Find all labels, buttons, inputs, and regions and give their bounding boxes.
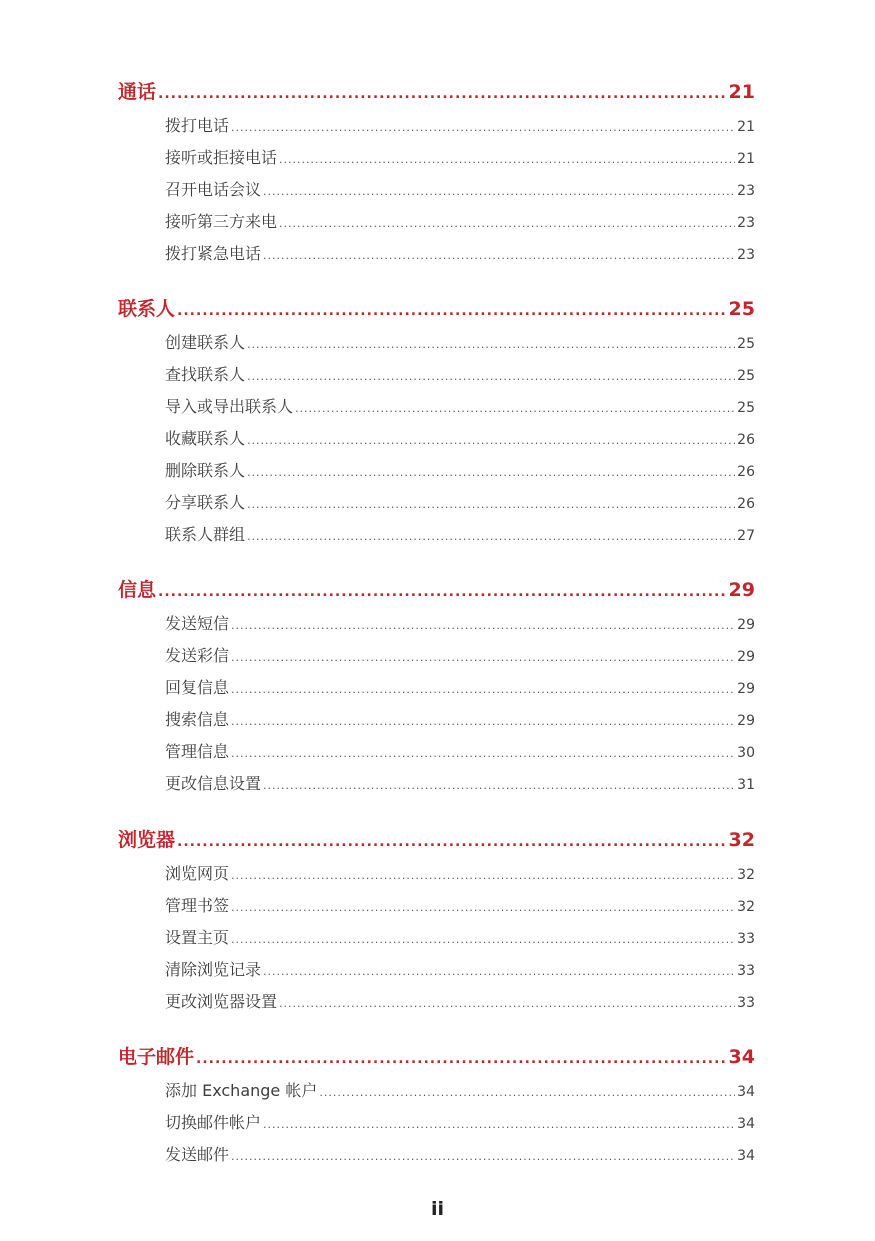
dot-leader [177, 303, 727, 319]
toc-chapter[interactable] [118, 575, 755, 602]
entry-page: 34 [737, 1148, 755, 1164]
dot-leader [158, 584, 727, 600]
entry-page: 26 [737, 496, 755, 512]
dot-leader [247, 338, 735, 351]
toc-entry[interactable] [165, 522, 755, 545]
dot-leader [279, 217, 735, 230]
entry-title: 设置主页 [165, 928, 230, 947]
dot-leader [231, 619, 735, 632]
entry-page: 32 [737, 867, 755, 883]
dot-leader [319, 1086, 735, 1099]
chapter-page: 21 [728, 81, 755, 103]
toc-entry[interactable] [165, 893, 755, 916]
entry-title: 召开电话会议 [165, 180, 262, 199]
dot-leader [295, 402, 735, 415]
entry-page: 29 [737, 713, 755, 729]
dot-leader [158, 86, 727, 102]
toc-entry[interactable] [165, 177, 755, 200]
chapter-page: 34 [728, 1046, 755, 1068]
dot-leader [263, 965, 735, 978]
toc-entry[interactable] [165, 113, 755, 136]
entry-title: 管理信息 [165, 742, 230, 761]
entry-page: 30 [737, 745, 755, 761]
dot-leader [231, 747, 735, 760]
chapter-page: 25 [728, 298, 755, 320]
toc-entry[interactable] [165, 643, 755, 666]
toc-entry[interactable] [165, 1142, 755, 1165]
dot-leader [247, 498, 735, 511]
entry-page: 23 [737, 247, 755, 263]
entry-title: 更改信息设置 [165, 774, 262, 793]
chapter-title: 浏览器 [118, 829, 176, 851]
entry-title: 发送邮件 [165, 1145, 230, 1164]
entry-page: 26 [737, 464, 755, 480]
entry-page: 25 [737, 368, 755, 384]
dot-leader [247, 466, 735, 479]
dot-leader [247, 530, 735, 543]
dot-leader [231, 715, 735, 728]
toc-entry[interactable] [165, 209, 755, 232]
dot-leader [263, 1118, 735, 1131]
toc-entry[interactable] [165, 675, 755, 698]
toc-entry[interactable] [165, 989, 755, 1012]
entry-title: 浏览网页 [165, 864, 230, 883]
toc-entry[interactable] [165, 925, 755, 948]
entry-title: 接听或拒接电话 [165, 148, 278, 167]
entry-page: 33 [737, 963, 755, 979]
dot-leader [231, 651, 735, 664]
entry-page: 34 [737, 1116, 755, 1132]
entry-page: 27 [737, 528, 755, 544]
dot-leader [231, 1150, 735, 1163]
dot-leader [231, 683, 735, 696]
toc-entry[interactable] [165, 1078, 755, 1101]
dot-leader [263, 779, 735, 792]
entry-title: 搜索信息 [165, 710, 230, 729]
page-number: ii [430, 1198, 445, 1220]
entry-title: 查找联系人 [165, 365, 246, 384]
entry-title: 添加 Exchange 帐户 [165, 1081, 318, 1100]
entry-page: 33 [737, 931, 755, 947]
toc-entry[interactable] [165, 739, 755, 762]
dot-leader [263, 185, 735, 198]
entry-page: 33 [737, 995, 755, 1011]
entry-title: 删除联系人 [165, 461, 246, 480]
entry-page: 29 [737, 681, 755, 697]
entry-title: 拨打电话 [165, 116, 230, 135]
toc-chapter[interactable] [118, 1042, 755, 1069]
chapter-page: 29 [728, 579, 755, 601]
toc-entry[interactable] [165, 707, 755, 730]
entry-title: 联系人群组 [165, 525, 246, 544]
dot-leader [263, 249, 735, 262]
entry-page: 34 [737, 1084, 755, 1100]
toc-entry[interactable] [165, 490, 755, 513]
toc-entry[interactable] [165, 1110, 755, 1133]
entry-title: 创建联系人 [165, 333, 246, 352]
entry-title: 发送短信 [165, 614, 230, 633]
entry-page: 32 [737, 899, 755, 915]
entry-title: 分享联系人 [165, 493, 246, 512]
entry-title: 导入或导出联系人 [165, 397, 294, 416]
entry-title: 回复信息 [165, 678, 230, 697]
entry-title: 切换邮件帐户 [165, 1113, 262, 1132]
dot-leader [231, 869, 735, 882]
toc-entry[interactable] [165, 861, 755, 884]
toc-chapter[interactable] [118, 825, 755, 852]
entry-title: 清除浏览记录 [165, 960, 262, 979]
toc-entry[interactable] [165, 458, 755, 481]
dot-leader [231, 121, 735, 134]
chapter-title: 信息 [118, 579, 157, 601]
toc-chapter[interactable] [118, 294, 755, 321]
dot-leader [177, 834, 727, 850]
toc-entry[interactable] [165, 330, 755, 353]
toc-chapter[interactable] [118, 77, 755, 104]
chapter-title: 电子邮件 [118, 1046, 195, 1068]
toc-entry[interactable] [165, 394, 755, 417]
entry-page: 26 [737, 432, 755, 448]
toc-entry[interactable] [165, 426, 755, 449]
dot-leader [231, 901, 735, 914]
dot-leader [231, 933, 735, 946]
entry-page: 25 [737, 336, 755, 352]
entry-title: 收藏联系人 [165, 429, 246, 448]
chapter-title: 通话 [118, 81, 157, 103]
entry-page: 23 [737, 215, 755, 231]
entry-title: 更改浏览器设置 [165, 992, 278, 1011]
entry-title: 拨打紧急电话 [165, 244, 262, 263]
dot-leader [279, 153, 735, 166]
toc-entry[interactable] [165, 611, 755, 634]
entry-page: 21 [737, 119, 755, 135]
chapter-page: 32 [728, 829, 755, 851]
entry-page: 31 [737, 777, 755, 793]
entry-title: 管理书签 [165, 896, 230, 915]
dot-leader [247, 370, 735, 383]
entry-title: 接听第三方来电 [165, 212, 278, 231]
toc-entry[interactable] [165, 957, 755, 980]
entry-page: 29 [737, 617, 755, 633]
dot-leader [279, 997, 735, 1010]
entry-page: 29 [737, 649, 755, 665]
chapter-title: 联系人 [118, 298, 176, 320]
dot-leader [196, 1051, 727, 1067]
toc-entry[interactable] [165, 362, 755, 385]
toc-entry[interactable] [165, 145, 755, 168]
toc-entry[interactable] [165, 241, 755, 264]
entry-page: 25 [737, 400, 755, 416]
dot-leader [247, 434, 735, 447]
entry-page: 23 [737, 183, 755, 199]
entry-page: 21 [737, 151, 755, 167]
toc-entry[interactable] [165, 771, 755, 794]
entry-title: 发送彩信 [165, 646, 230, 665]
